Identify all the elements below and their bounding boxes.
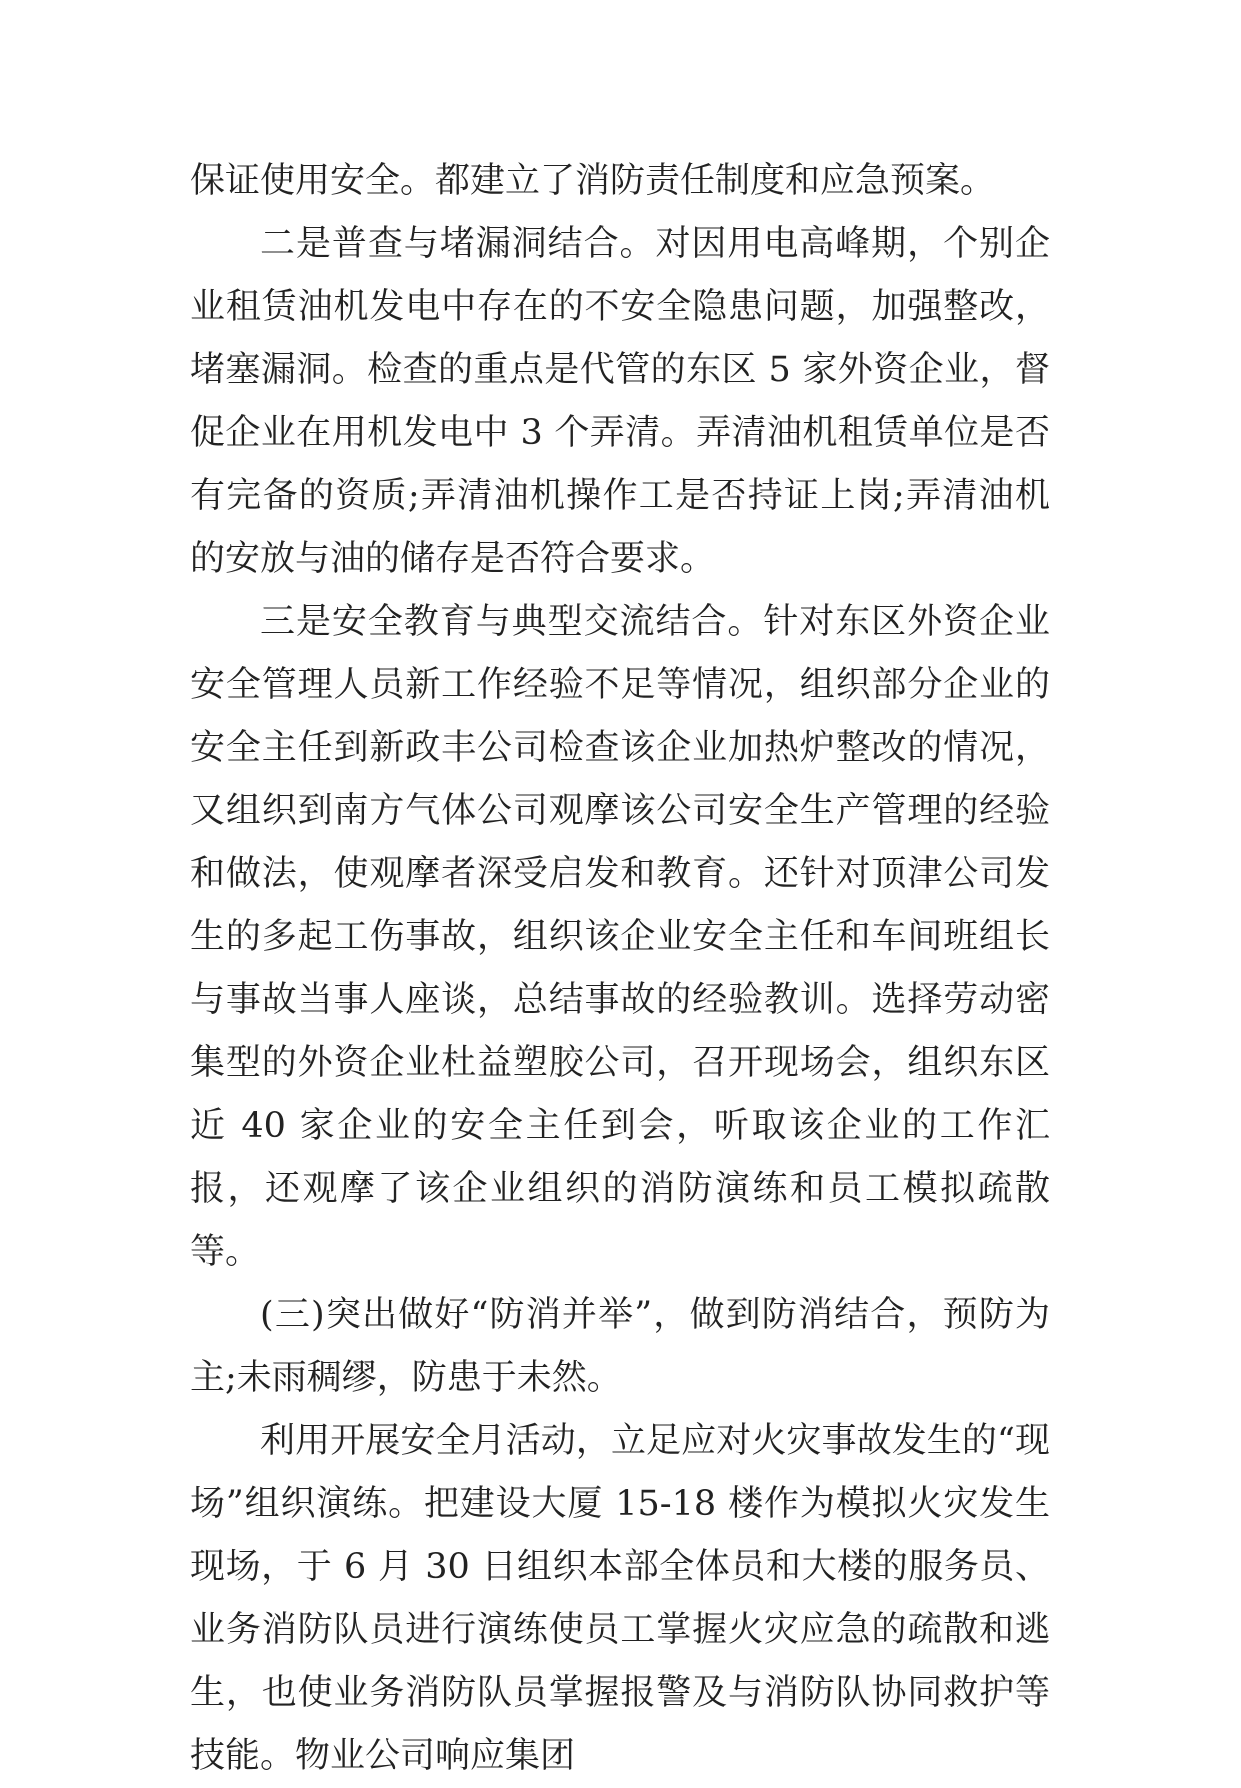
paragraph-safety-education: 三是安全教育与典型交流结合。针对东区外资企业安全管理人员新工作经验不足等情况，组织部分企业的安全主任到新政丰公司检查该企业加热炉整改的情况，又组织到南方气体公司观摩该公司安全生产管理的经验和做法，使观摩者深受启发和教育。还针对顶津公司发生的多起工伤事故，组织该企业安全主任和车间班组长与事故当事人座谈，总结事故的经验教训。选择劳动密集型的外资企业杜益塑胶公司，召开现场会，组织东区近 40 家企业的安全主任到会，听取该企业的工作汇报，还观摩了该企业组织的消防演练和员工模拟疏散等。 bbox=[190, 602, 1050, 1272]
document-body bbox=[190, 150, 1050, 1788]
paragraph-inspection-loopholes: 二是普查与堵漏洞结合。对因用电高峰期，个别企业租赁油机发电中存在的不安全隐患问题，加强整改，堵塞漏洞。检查的重点是代管的东区 5 家外资企业，督促企业在用机发电中 3 个弄清。弄清油机租赁单位是否有完备的资质;弄清油机操作工是否持证上岗;弄清油机的安放与油的储存是否符合要求。 bbox=[190, 224, 1050, 579]
paragraph-section-three-heading: (三)突出做好“防消并举”，做到防消结合，预防为主;未雨稠缪，防患于未然。 bbox=[190, 1295, 1050, 1398]
paragraph-fire-drill: 利用开展安全月活动，立足应对火灾事故发生的“现场”组织演练。把建设大厦 15-18 楼作为模拟火灾发生现场，于 6 月 30 日组织本部全体员和大楼的服务员、业务消防队员进行演练使员工掌握火灾应急的疏散和逃生，也使业务消防队员掌握报警及与消防队协同救护等技能。物业公司响应集团 bbox=[190, 1421, 1050, 1776]
paragraph-continuation: 保证使用安全。都建立了消防责任制度和应急预案。 bbox=[190, 161, 996, 201]
